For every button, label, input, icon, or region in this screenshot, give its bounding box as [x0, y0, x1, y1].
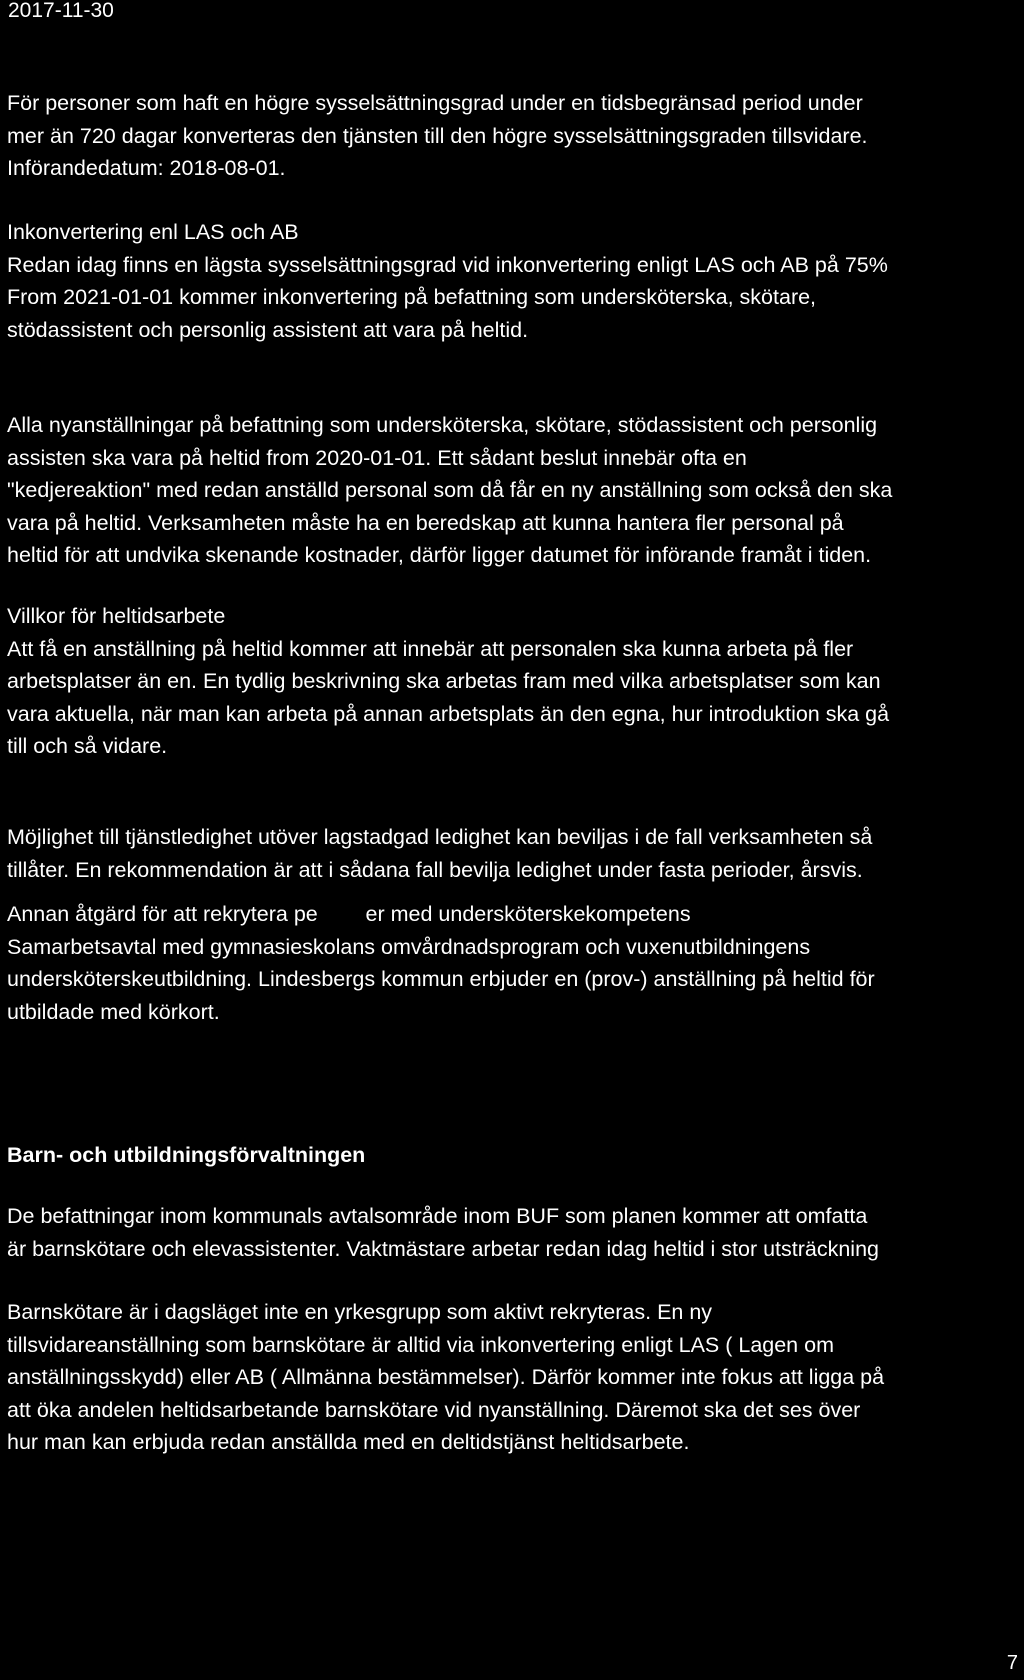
text-line: anställningsskydd) eller AB ( Allmänna bestämmelser). Därför kommer inte fokus att ligga på [7, 1365, 885, 1389]
text-line: heltid för att undvika skenande kostnader, därför ligger datumet för införande framåt i tiden. [7, 543, 872, 567]
text-line: mer än 720 dagar konverteras den tjänsten till den högre sysselsättningsgraden tillsvidare. [7, 123, 868, 148]
paragraph-leave [7, 821, 1017, 886]
text-line: Möjlighet till tjänstledighet utöver lagstadgad ledighet kan beviljas i de fall verksamheten så [7, 825, 873, 849]
text-line: Införandedatum: 2018-08-01. [7, 156, 286, 180]
document-date: 2017-11-30 [8, 0, 114, 22]
paragraph-inkonvertering [7, 216, 1017, 346]
paragraph-new-hires [7, 409, 1017, 572]
text-line: stödassistent och personlig assistent att vara på heltid. [7, 317, 529, 342]
text-line: till och så vidare. [7, 734, 168, 758]
page-number: 7 [1006, 1652, 1018, 1674]
text-line: Samarbetsavtal med gymnasieskolans omvårdnadsprogram och vuxenutbildningens [7, 934, 811, 959]
paragraph-temporary-employment [7, 87, 1017, 185]
section-heading: Barn- och utbildningsförvaltningen [7, 1143, 366, 1167]
paragraph-fulltime-conditions [7, 600, 1017, 763]
text-line: att öka andelen heltidsarbetande barnskötare vid nyanställning. Däremot ska det ses över [7, 1397, 861, 1422]
paragraph-barnskotare [7, 1296, 1017, 1459]
text-line: hur man kan erbjuda redan anställda med en deltidstjänst heltidsarbete. [7, 1430, 690, 1454]
section-heading: Inkonvertering enl LAS och AB [7, 220, 299, 244]
text-line: För personer som haft en högre sysselsättningsgrad under en tidsbegränsad period under [7, 91, 863, 115]
text-line: Barnskötare är i dagsläget inte en yrkesgrupp som aktivt rekryteras. En ny [7, 1300, 713, 1324]
text-line: vara aktuella, när man kan arbeta på annan arbetsplats än den egna, hur introduktion ska gå [7, 701, 890, 726]
text-line: tillsvidareanställning som barnskötare är alltid via inkonvertering enligt LAS ( Lagen om [7, 1332, 834, 1357]
text-line: arbetsplatser än en. En tydlig beskrivning ska arbetas fram med vilka arbetsplatser som kan [7, 669, 881, 693]
section-heading: Annan åtgärd för att rekrytera pe er med undersköterskekompetens [7, 902, 691, 926]
paragraph-recruitment [7, 898, 1017, 1028]
text-line: "kedjereaktion" med redan anställd personal som då får en ny anställning som också den ska [7, 478, 893, 502]
text-line: From 2021-01-01 kommer inkonvertering på befattning som undersköterska, skötare, [7, 285, 817, 309]
text-line: undersköterskeutbildning. Lindesbergs kommun erbjuder en (prov-) anställning på heltid för [7, 967, 875, 991]
text-line: Redan idag finns en lägsta sysselsättningsgrad vid inkonvertering enligt LAS och AB på 75% [7, 252, 888, 277]
text-line: Att få en anställning på heltid kommer att innebär att personalen ska kunna arbeta på fler [7, 636, 854, 661]
text-line: är barnskötare och elevassistenter. Vaktmästare arbetar redan idag heltid i stor utsträckning [7, 1236, 879, 1261]
text-line: vara på heltid. Verksamheten måste ha en beredskap att kunna hantera fler personal på [7, 510, 844, 535]
section-title-buf [7, 1139, 1017, 1172]
text-line: utbildade med körkort. [7, 999, 220, 1024]
text-line: Alla nyanställningar på befattning som undersköterska, skötare, stödassistent och personlig [7, 413, 878, 437]
text-line: tillåter. En rekommendation är att i sådana fall bevilja ledighet under fasta perioder, årsvis. [7, 857, 863, 882]
paragraph-buf-positions [7, 1200, 1017, 1265]
text-line: assisten ska vara på heltid from 2020-01-01. Ett sådant beslut innebär ofta en [7, 445, 747, 470]
section-heading: Villkor för heltidsarbete [7, 604, 226, 628]
text-line: De befattningar inom kommunals avtalsområde inom BUF som planen kommer att omfatta [7, 1204, 868, 1228]
